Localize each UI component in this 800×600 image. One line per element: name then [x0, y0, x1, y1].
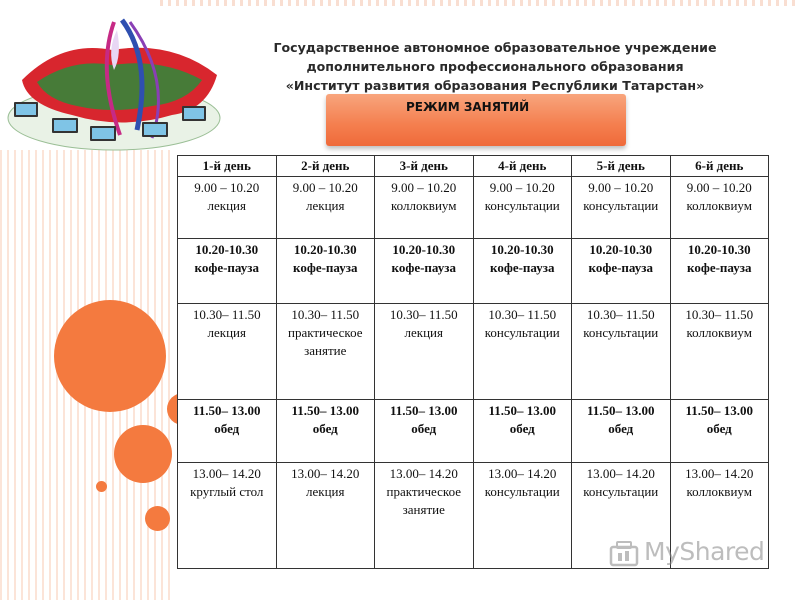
cell-activity: консультации: [583, 198, 659, 213]
schedule-cell: [473, 400, 572, 463]
cell-time: 10.30– 11.50: [291, 307, 360, 322]
schedule-cell: [473, 239, 572, 304]
table-row: [178, 304, 769, 400]
cell-time: 9.00 – 10.20: [588, 180, 654, 195]
cell-time: 10.30– 11.50: [586, 307, 655, 322]
schedule-cell: [670, 400, 769, 463]
org-name-line-2: дополнительного профессионального образования: [306, 59, 684, 74]
cell-activity: кофе-пауза: [293, 260, 358, 275]
table-row: [178, 239, 769, 304]
schedule-cell: [276, 400, 375, 463]
schedule-table: [177, 155, 769, 569]
cell-activity: круглый стол: [190, 484, 264, 499]
table-row: [178, 400, 769, 463]
cell-activity: кофе-пауза: [588, 260, 653, 275]
page-title: РЕЖИМ ЗАНЯТИЙ: [406, 100, 530, 114]
schedule-cell: [276, 304, 375, 400]
cell-activity: кофе-пауза: [687, 260, 752, 275]
schedule-cell: [178, 463, 277, 569]
schedule-cell: [670, 239, 769, 304]
schedule-cell: [473, 304, 572, 400]
organization-name: [235, 38, 755, 95]
cell-time: 13.00– 14.20: [291, 466, 360, 481]
cell-activity: консультации: [583, 325, 659, 340]
cell-time: 9.00 – 10.20: [686, 180, 752, 195]
cell-activity: лекция: [404, 325, 443, 340]
cell-time: 11.50– 13.00: [291, 403, 360, 418]
schedule-cell: [572, 239, 671, 304]
header-day-1: 1-й день: [178, 156, 277, 177]
cell-time: 10.30– 11.50: [488, 307, 557, 322]
cell-activity: кофе-пауза: [194, 260, 259, 275]
schedule-cell: [670, 177, 769, 239]
decorative-circle-small-2: [145, 506, 170, 531]
cell-time: 9.00 – 10.20: [194, 180, 260, 195]
table-header-row: [178, 156, 769, 177]
cell-activity: коллоквиум: [686, 484, 752, 499]
schedule-cell: [276, 239, 375, 304]
title-banner: [326, 94, 626, 146]
cell-activity: обед: [608, 421, 634, 436]
header-day-3: 3-й день: [375, 156, 474, 177]
schedule-cell: [178, 239, 277, 304]
cell-activity: коллоквиум: [686, 198, 752, 213]
schedule-cell: [670, 304, 769, 400]
cell-time: 13.00– 14.20: [586, 466, 655, 481]
header-day-4: 4-й день: [473, 156, 572, 177]
schedule-cell: [572, 400, 671, 463]
cell-activity: консультации: [484, 484, 560, 499]
cell-activity: лекция: [306, 484, 345, 499]
schedule-cell: [178, 177, 277, 239]
logo-emblem-icon: [2, 10, 232, 160]
cell-time: 13.00– 14.20: [488, 466, 557, 481]
cell-activity: обед: [312, 421, 338, 436]
schedule-cell: [375, 400, 474, 463]
schedule-cell: [473, 463, 572, 569]
cell-time: 10.30– 11.50: [389, 307, 458, 322]
cell-time: 11.50– 13.00: [586, 403, 655, 418]
cell-time: 10.20-10.30: [687, 242, 751, 257]
cell-time: 11.50– 13.00: [488, 403, 557, 418]
cell-activity: обед: [706, 421, 732, 436]
cell-activity: практическое занятие: [288, 325, 363, 358]
cell-time: 11.50– 13.00: [192, 403, 261, 418]
header-day-6: 6-й день: [670, 156, 769, 177]
cell-activity: обед: [214, 421, 240, 436]
schedule-cell: [178, 400, 277, 463]
schedule-cell: [276, 177, 375, 239]
cell-activity: коллоквиум: [391, 198, 457, 213]
decorative-circle-large: [54, 300, 166, 412]
cell-time: 10.20-10.30: [195, 242, 259, 257]
cell-time: 10.30– 11.50: [192, 307, 261, 322]
cell-activity: консультации: [583, 484, 659, 499]
schedule-cell: [178, 304, 277, 400]
schedule-cell: [572, 177, 671, 239]
cell-activity: лекция: [207, 325, 246, 340]
cell-time: 13.00– 14.20: [389, 466, 458, 481]
table-row: [178, 177, 769, 239]
cell-activity: обед: [411, 421, 437, 436]
cell-activity: практическое занятие: [386, 484, 461, 517]
cell-activity: консультации: [484, 198, 560, 213]
cell-activity: консультации: [484, 325, 560, 340]
cell-time: 10.20-10.30: [293, 242, 357, 257]
watermark-text: MyShared: [644, 537, 765, 566]
schedule-cell: [375, 177, 474, 239]
decorative-top-dots: [160, 0, 800, 6]
myshared-logo-icon: [608, 539, 642, 573]
cell-activity: обед: [509, 421, 535, 436]
cell-time: 10.20-10.30: [392, 242, 456, 257]
schedule-cell: [375, 304, 474, 400]
org-name-line-1: Государственное автономное образовательное учреждение: [273, 40, 717, 55]
schedule-cell: [375, 239, 474, 304]
schedule-cell: [572, 304, 671, 400]
cell-time: 10.20-10.30: [589, 242, 653, 257]
cell-activity: коллоквиум: [686, 325, 752, 340]
cell-time: 9.00 – 10.20: [292, 180, 358, 195]
schedule-cell: [276, 463, 375, 569]
myshared-watermark: [608, 535, 768, 575]
cell-time: 10.30– 11.50: [685, 307, 754, 322]
cell-time: 13.00– 14.20: [192, 466, 261, 481]
cell-time: 11.50– 13.00: [389, 403, 458, 418]
cell-activity: кофе-пауза: [490, 260, 555, 275]
cell-time: 13.00– 14.20: [685, 466, 754, 481]
cell-time: 9.00 – 10.20: [391, 180, 457, 195]
header-day-2: 2-й день: [276, 156, 375, 177]
cell-activity: лекция: [207, 198, 246, 213]
decorative-circle-tiny: [96, 481, 107, 492]
schedule-cell: [375, 463, 474, 569]
header-day-5: 5-й день: [572, 156, 671, 177]
cell-time: 10.20-10.30: [490, 242, 554, 257]
org-name-line-3: «Институт развития образования Республики Татарстан»: [285, 78, 705, 93]
cell-activity: кофе-пауза: [391, 260, 456, 275]
cell-time: 11.50– 13.00: [685, 403, 754, 418]
cell-time: 9.00 – 10.20: [489, 180, 555, 195]
cell-activity: лекция: [306, 198, 345, 213]
decorative-circle-medium: [114, 425, 172, 483]
schedule-cell: [473, 177, 572, 239]
